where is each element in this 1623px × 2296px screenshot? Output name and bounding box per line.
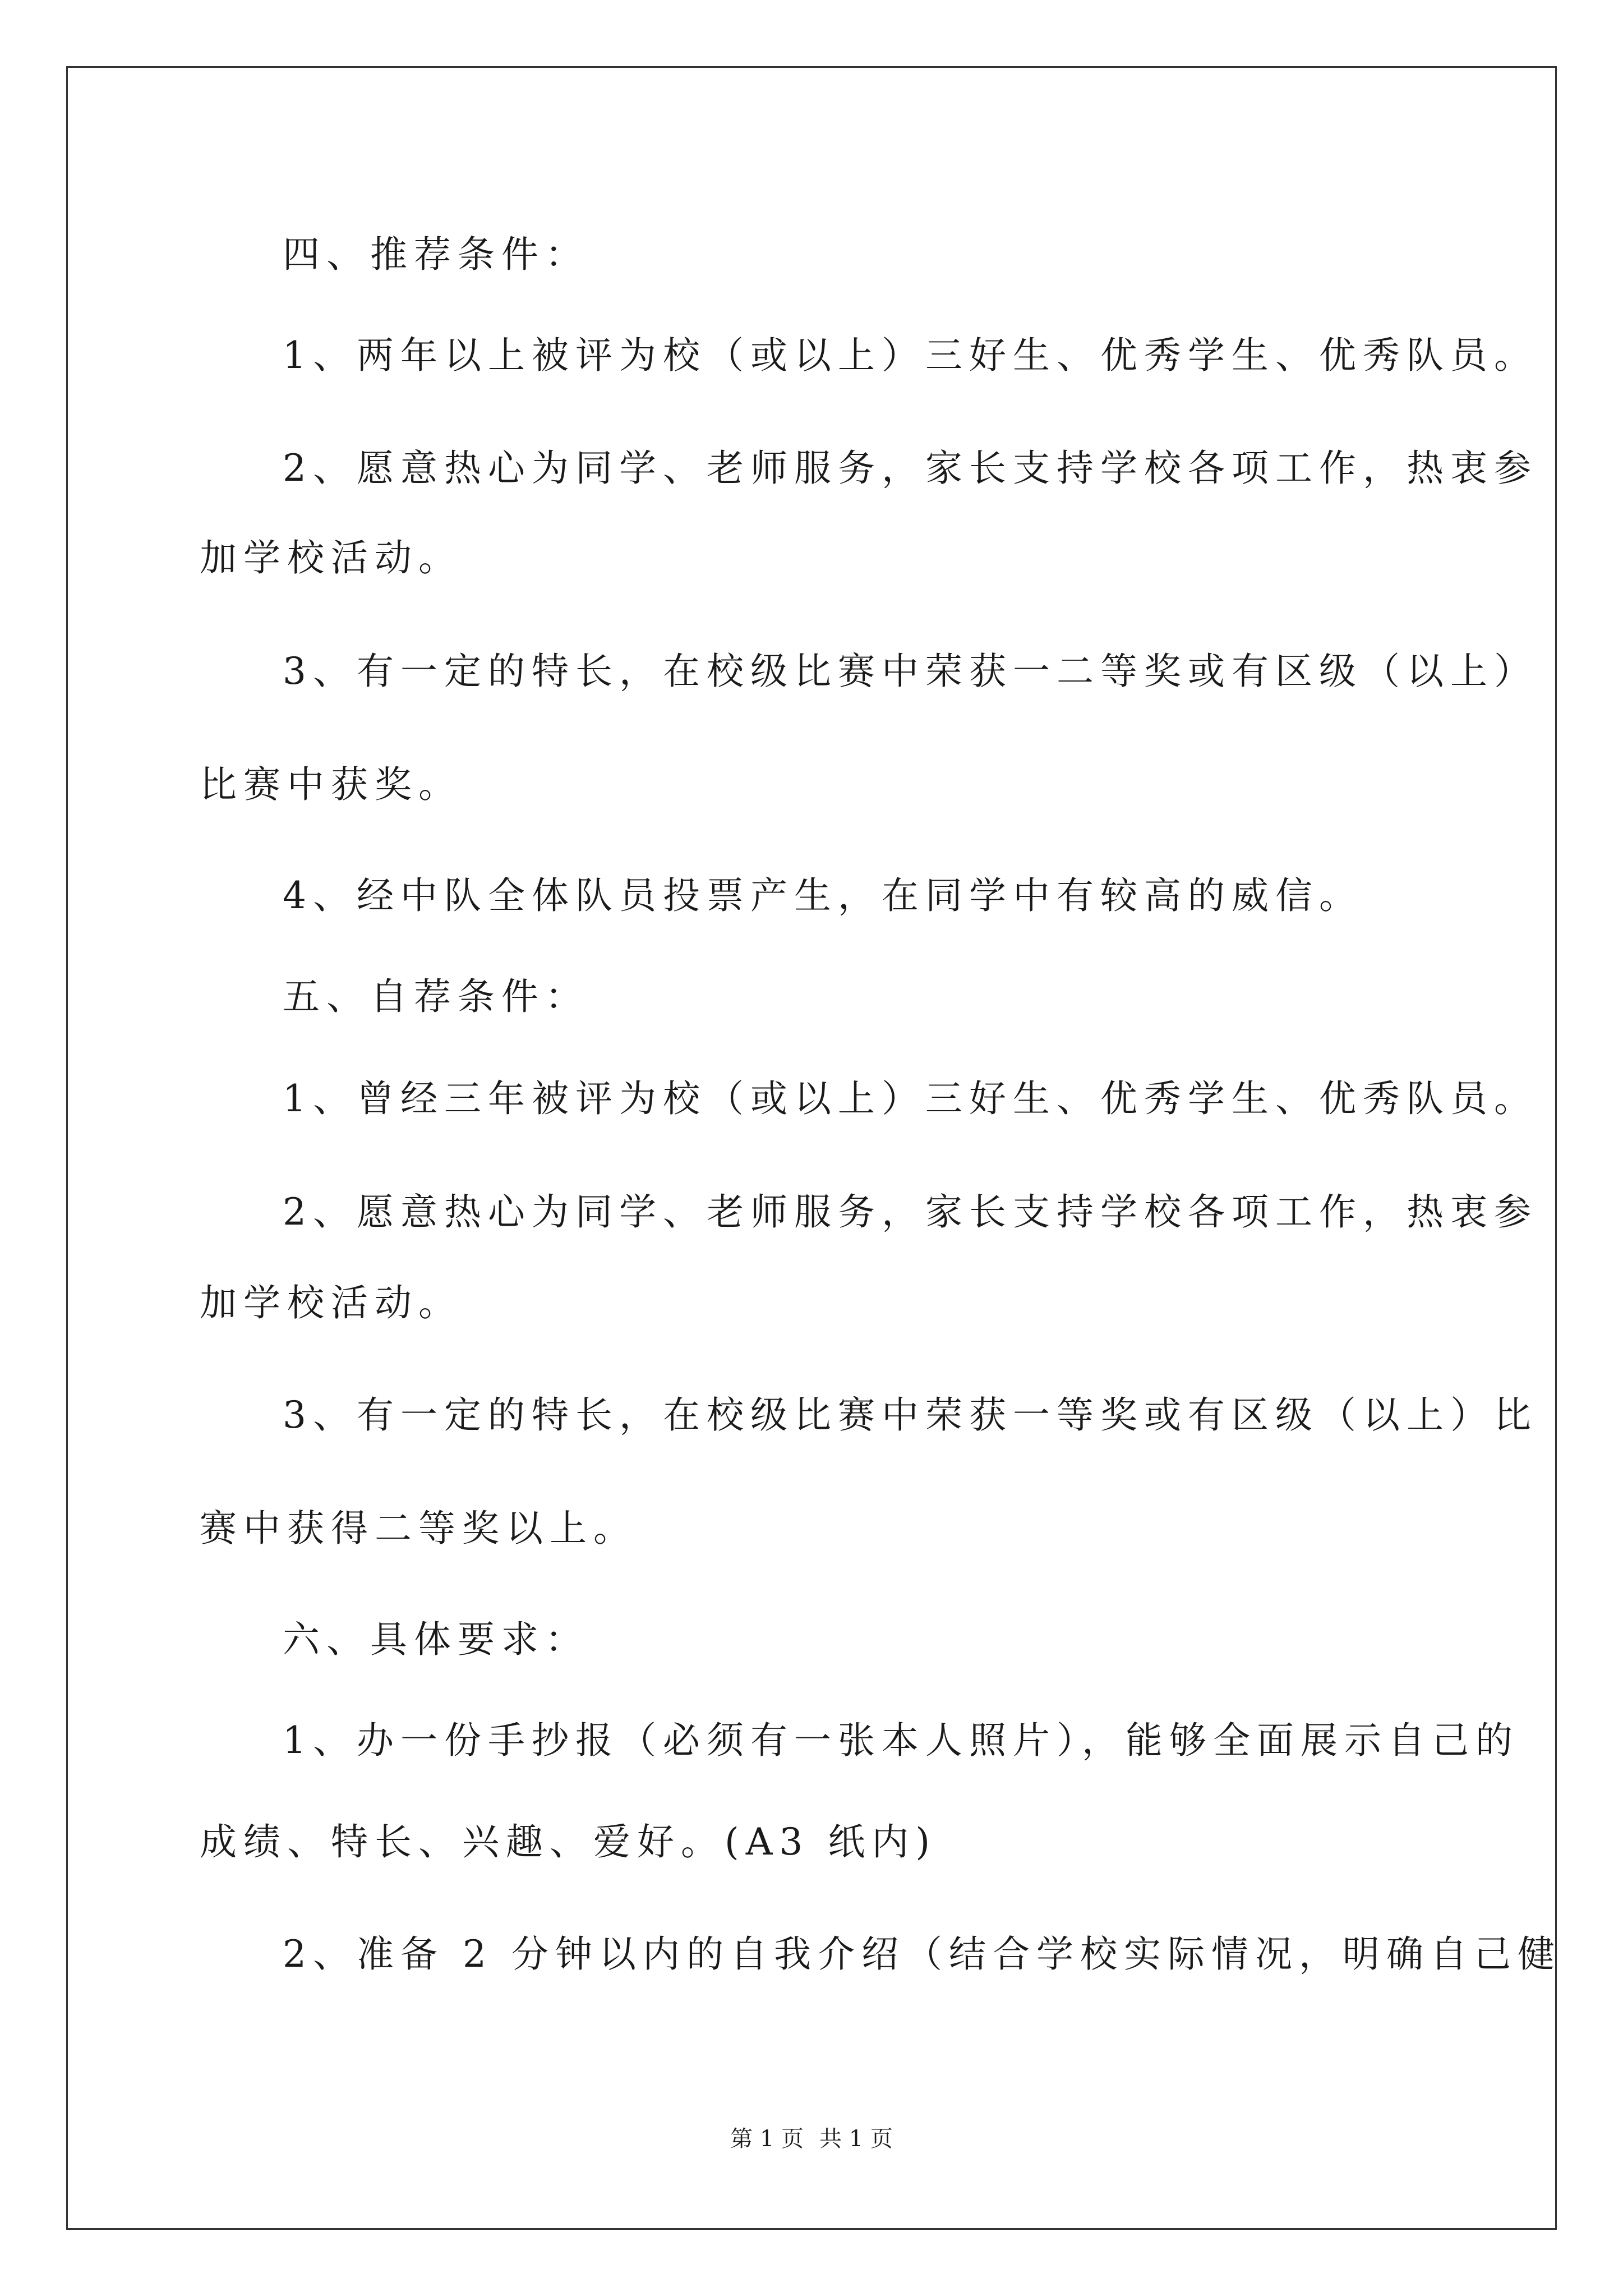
page-footer <box>0 2125 1623 2153</box>
paragraph-line: 加学校活动。 <box>200 1281 462 1324</box>
page-border <box>66 66 1557 2230</box>
paragraph-line: 1、两年以上被评为校（或以上）三好生、优秀学生、优秀队员。 <box>283 334 1538 377</box>
page-number: 第 1 页 <box>730 2126 804 2152</box>
paragraph-line: 2、愿意热心为同学、老师服务，家长支持学校各项工作，热衷参 <box>283 1190 1538 1234</box>
section-heading-4: 四、推荐条件： <box>283 233 589 276</box>
paragraph-line: 加学校活动。 <box>200 536 462 579</box>
section-heading-5: 五、自荐条件： <box>283 975 589 1018</box>
paragraph-line: 3、有一定的特长，在校级比赛中荣获一二等奖或有区级（以上） <box>283 650 1538 693</box>
section-heading-6: 六、具体要求： <box>283 1618 589 1661</box>
paragraph-line: 2、愿意热心为同学、老师服务，家长支持学校各项工作，热衷参 <box>283 447 1538 490</box>
paragraph-line: 4、经中队全体队员投票产生，在同学中有较高的威信。 <box>283 874 1363 917</box>
paragraph-line: 赛中获得二等奖以上。 <box>200 1507 637 1550</box>
paragraph-line: 1、办一份手抄报（必须有一张本人照片），能够全面展示自己的 <box>283 1719 1519 1762</box>
paragraph-line: 比赛中获奖。 <box>200 763 462 806</box>
paragraph-line: 3、有一定的特长，在校级比赛中荣获一等奖或有区级（以上）比 <box>283 1393 1538 1437</box>
page-total: 共 1 页 <box>819 2126 893 2152</box>
paragraph-line: 1、曾经三年被评为校（或以上）三好生、优秀学生、优秀队员。 <box>283 1077 1538 1120</box>
paragraph-line: 2、准备 2 分钟以内的自我介绍（结合学校实际情况，明确自己健 <box>283 1932 1561 1976</box>
paragraph-line: 成绩、特长、兴趣、爱好。(A3 纸内) <box>200 1820 937 1864</box>
